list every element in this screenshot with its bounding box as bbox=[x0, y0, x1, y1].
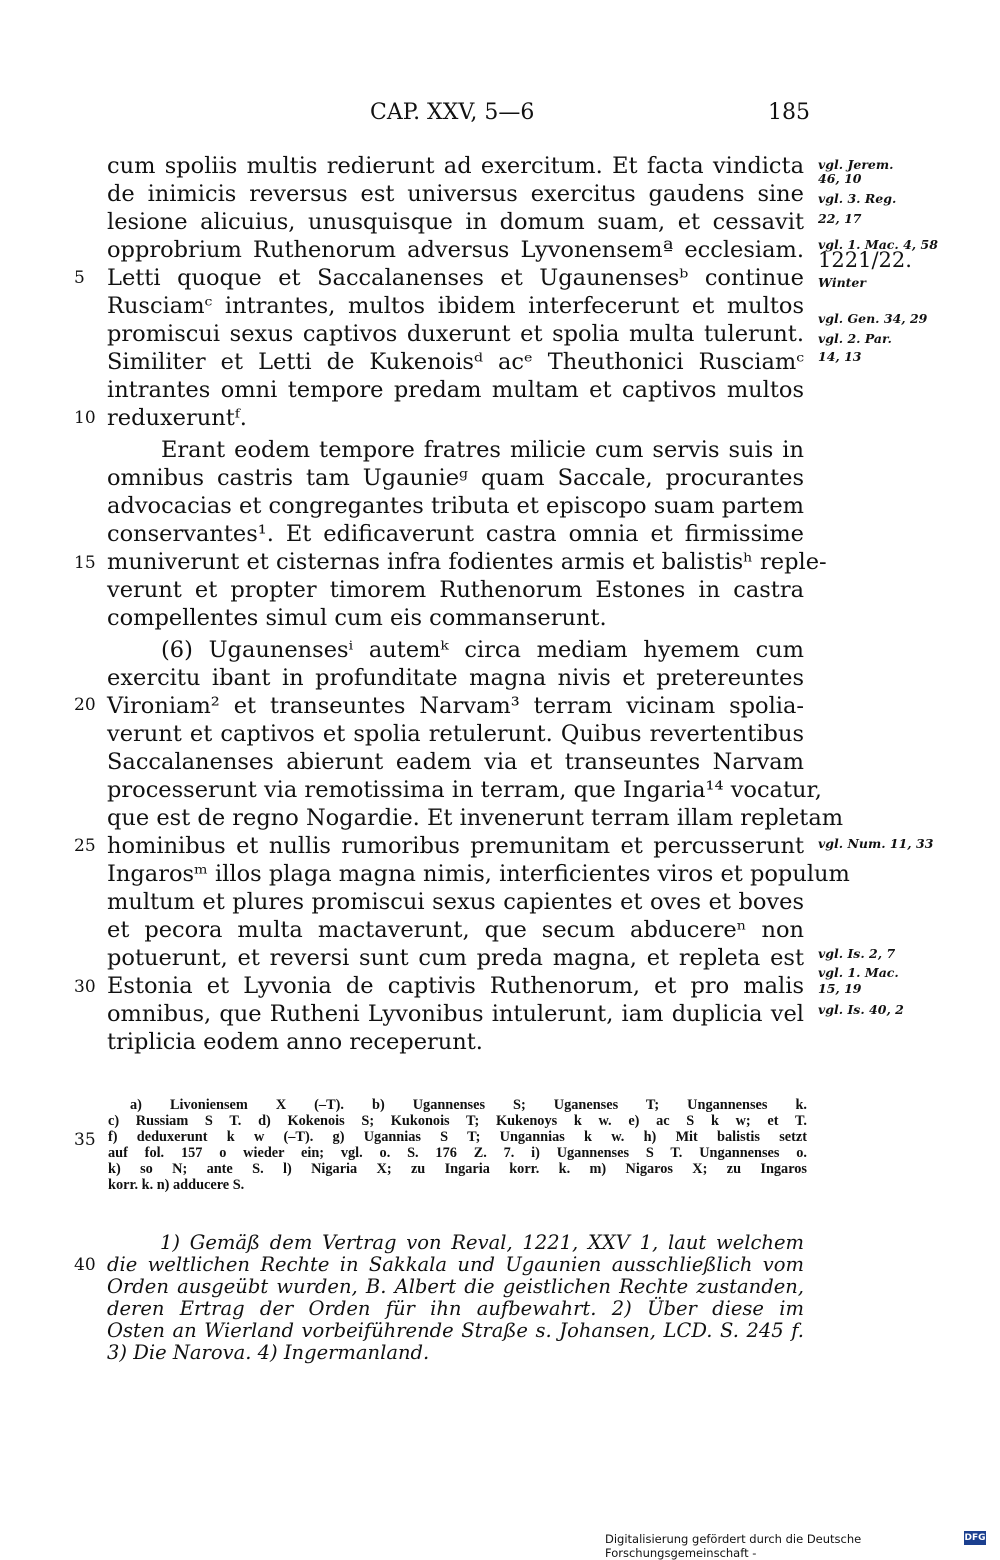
body-line: opprobrium Ruthenorum adversus Lyvonensemª ecclesiam. bbox=[107, 237, 804, 263]
body-line: intrantes omni tempore predam multam et captivos multos bbox=[107, 377, 804, 403]
apparatus-line: a) Livoniensem X (–T). b) Ugannenses S; Uganenses T; Ungannenses k. bbox=[130, 1097, 807, 1113]
page-number: 185 bbox=[768, 100, 810, 125]
line-number: 20 bbox=[74, 695, 96, 715]
body-line: promiscui sexus captivos duxerunt et spolia multa tulerunt. bbox=[107, 321, 804, 347]
body-line: Letti quoque et Saccalanenses et Ugaunensesᵇ continue bbox=[107, 265, 804, 291]
margin-note: vgl. Is. 40, 2 bbox=[818, 1002, 904, 1017]
body-line: que est de regno Nogardie. Et invenerunt terram illam repletam bbox=[107, 805, 844, 831]
body-line: compellentes simul cum eis commanserunt. bbox=[107, 605, 607, 631]
body-line: omnibus castris tam Ugaunieᵍ quam Saccale, procurantes bbox=[107, 465, 804, 491]
body-line: triplicia eodem anno receperunt. bbox=[107, 1029, 483, 1055]
line-number: 25 bbox=[74, 836, 96, 856]
margin-note: Winter bbox=[818, 275, 866, 290]
commentary-line: die weltlichen Rechte in Sakkala und Ugaunien ausschließlich vom bbox=[107, 1253, 804, 1276]
body-line: advocacias et congregantes tributa et episcopo suam partem bbox=[107, 493, 804, 519]
body-line: Ingarosᵐ illos plaga magna nimis, interficientes viros et populum bbox=[107, 861, 850, 887]
body-line: muniverunt et cisternas infra fodientes armis et balistisʰ reple- bbox=[107, 549, 827, 575]
margin-note: vgl. 3. Reg. bbox=[818, 191, 897, 206]
margin-note: 14, 13 bbox=[818, 349, 862, 364]
body-line: cum spoliis multis redierunt ad exercitum. Et facta vindicta bbox=[107, 153, 804, 179]
body-line: (6) Ugaunensesⁱ autemᵏ circa mediam hyemem cum bbox=[161, 637, 804, 663]
commentary-line: Orden ausgeübt wurden, B. Albert die geistlichen Rechte zustanden, bbox=[107, 1275, 804, 1298]
line-number: 40 bbox=[74, 1255, 96, 1275]
margin-note: vgl. Num. 11, 33 bbox=[818, 836, 934, 851]
commentary-line: 3) Die Narova. 4) Ingermanland. bbox=[107, 1341, 430, 1364]
line-number: 15 bbox=[74, 553, 96, 573]
body-line: multum et plures promiscui sexus capientes et oves et boves bbox=[107, 889, 804, 915]
margin-note: vgl. 1. Mac. 4, 58 bbox=[818, 237, 938, 252]
running-title: CAP. XXV, 5—6 bbox=[370, 100, 535, 125]
apparatus-line: auf fol. 157 o wieder ein; vgl. o. S. 176 Z. 7. i) Ugannenses S T. Ungannenses o. bbox=[108, 1145, 807, 1161]
apparatus-line: korr. k. n) adducere S. bbox=[108, 1177, 245, 1193]
apparatus-line: f) deduxerunt k w (–T). g) Ugannias S T; Ungannias k w. h) Mit balistis setzt bbox=[108, 1129, 807, 1145]
margin-note: vgl. 2. Par. bbox=[818, 331, 892, 346]
body-line: lesione alicuius, unusquisque in domum suam, et cessavit bbox=[107, 209, 804, 235]
line-number: 30 bbox=[74, 977, 96, 997]
body-line: reduxeruntᶠ. bbox=[107, 405, 247, 431]
margin-note: 15, 19 bbox=[818, 981, 862, 996]
body-line: omnibus, que Rutheni Lyvonibus intulerunt, iam duplicia vel bbox=[107, 1001, 804, 1027]
commentary-line: Osten an Wierland vorbeiführende Straße s. Johansen, LCD. S. 245 f. bbox=[107, 1319, 804, 1342]
body-line: de inimicis reversus est universus exercitus gaudens sine bbox=[107, 181, 804, 207]
body-line: Erant eodem tempore fratres milicie cum servis suis in bbox=[161, 437, 804, 463]
apparatus-line: k) so N; ante S. l) Nigaria X; zu Ingaria korr. k. m) Nigaros X; zu Ingaros bbox=[108, 1161, 807, 1177]
body-line: verunt et propter timorem Ruthenorum Estones in castra bbox=[107, 577, 804, 603]
line-number: 5 bbox=[74, 268, 85, 288]
margin-note: 46, 10 bbox=[818, 171, 862, 186]
body-line: Vironiam² et transeuntes Narvam³ terram vicinam spolia- bbox=[107, 693, 804, 719]
apparatus-line: c) Russiam S T. d) Kokenois S; Kukonois T; Kukenoys k w. e) ac S k w; et T. bbox=[108, 1113, 807, 1129]
margin-note: vgl. Gen. 34, 29 bbox=[818, 311, 928, 326]
body-line: Estonia et Lyvonia de captivis Ruthenorum, et pro malis bbox=[107, 973, 804, 999]
funding-notice: Digitalisierung gefördert durch die Deutsche Forschungsgemeinschaft - bbox=[605, 1532, 862, 1560]
margin-note: 22, 17 bbox=[818, 211, 862, 226]
body-line: Saccalanenses abierunt eadem via et transeuntes Narvam bbox=[107, 749, 804, 775]
body-line: exercitu ibant in profunditate magna nivis et pretereuntes bbox=[107, 665, 804, 691]
body-line: Rusciamᶜ intrantes, multos ibidem interfecerunt et multos bbox=[107, 293, 804, 319]
body-line: et pecora multa mactaverunt, que secum abducereⁿ non bbox=[107, 917, 804, 943]
line-number: 35 bbox=[74, 1130, 96, 1150]
body-line: processerunt via remotissima in terram, que Ingaria¹⁴ vocatur, bbox=[107, 777, 822, 803]
body-line: hominibus et nullis rumoribus premunitam et percusserunt bbox=[107, 833, 804, 859]
margin-note: vgl. Jerem. bbox=[818, 157, 894, 172]
body-line: verunt et captivos et spolia retulerunt. Quibus revertentibus bbox=[107, 721, 804, 747]
margin-date: 1221/22. bbox=[818, 248, 912, 272]
body-line: conservantes¹. Et edificaverunt castra omnia et firmissime bbox=[107, 521, 804, 547]
line-number: 10 bbox=[74, 408, 96, 428]
commentary-line: 1) Gemäß dem Vertrag von Reval, 1221, XXV 1, laut welchem bbox=[160, 1231, 804, 1254]
body-line: potuerunt, et reversi sunt cum preda magna, et repleta est bbox=[107, 945, 804, 971]
dfg-logo: DFG bbox=[964, 1533, 986, 1543]
margin-note: vgl. Is. 2, 7 bbox=[818, 946, 896, 961]
margin-note: vgl. 1. Mac. bbox=[818, 965, 899, 980]
body-line: Similiter et Letti de Kukenoisᵈ acᵉ Theuthonici Rusciamᶜ bbox=[107, 349, 804, 375]
commentary-line: deren Ertrag der Orden für ihn aufbewahrt. 2) Über diese im bbox=[107, 1297, 804, 1320]
